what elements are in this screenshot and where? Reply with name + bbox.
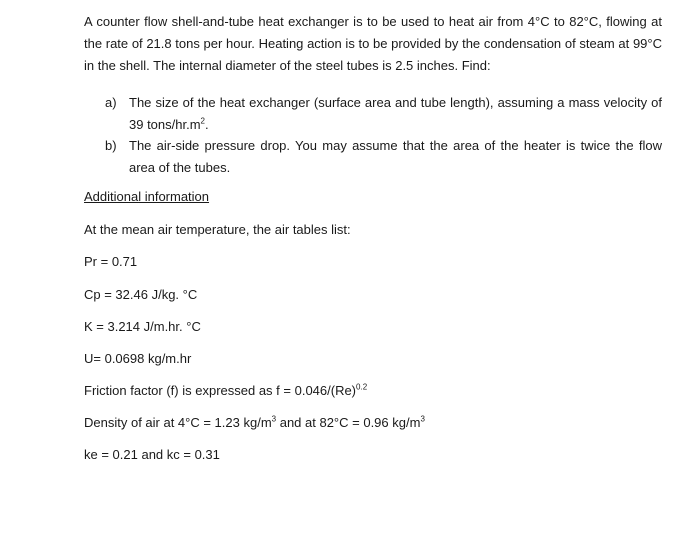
question-b (105, 135, 662, 179)
air-density-exponent-2: 3 (420, 414, 425, 424)
question-a-text-end: . (205, 117, 209, 132)
viscosity: U= 0.0698 kg/m.hr (84, 351, 192, 366)
problem-statement-line-1: A counter flow shell-and-tube heat exchanger is to be used to heat air from 4°C to 82°C, (84, 14, 602, 29)
friction-factor-text: Friction factor (f) is expressed as f = 0.046/(Re) (84, 383, 357, 398)
question-a-text (129, 92, 662, 136)
friction-factor-exponent: 0.2 (356, 382, 368, 392)
friction-factor (84, 382, 367, 400)
prandtl-number: Pr = 0.71 (84, 254, 138, 269)
thermal-conductivity: K = 3.214 J/m.hr. °C (84, 319, 201, 334)
problem-statement-line-2: flowing at the rate of 21.8 tons per hour. Heating action is to be provided by the condensation (84, 14, 662, 51)
loss-coefficients: ke = 0.21 and kc = 0.31 (84, 447, 220, 462)
problem-statement-line-3: of steam at 99°C in the shell. The internal diameter of the steel tubes is 2.5 inches. Find: (84, 36, 662, 73)
question-b-marker: b) (105, 138, 117, 153)
problem-statement (84, 11, 662, 77)
additional-info-heading: Additional information (84, 189, 210, 204)
specific-heat: Cp = 32.46 J/kg. °C (84, 287, 198, 302)
question-a (105, 92, 662, 136)
question-a-marker: a) (105, 95, 117, 110)
air-density-part-1: Density of air at 4°C = 1.23 kg/m (84, 415, 272, 430)
air-density-exponent-1: 3 (271, 414, 277, 424)
question-b-text: The air-side pressure drop. You may assume that the area of the heater is twice the flow area of the tubes. (129, 138, 662, 175)
air-density (84, 414, 425, 432)
air-density-part-2: and at 82°C = 0.96 kg/m (276, 415, 421, 430)
question-a-superscript: 2 (200, 116, 205, 126)
question-a-text-main: The size of the heat exchanger (surface area and tube length), assuming a mass velocity of 39 tons/hr.m (129, 95, 662, 132)
air-tables-intro: At the mean air temperature, the air tables list: (84, 222, 351, 237)
